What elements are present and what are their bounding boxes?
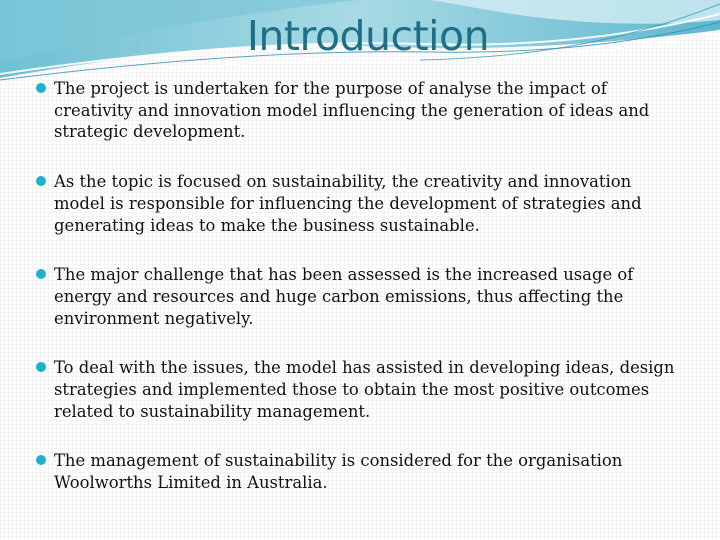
bullet-dot-icon (36, 83, 46, 93)
bullet-dot-icon (36, 455, 46, 465)
bullet-dot-icon (36, 176, 46, 186)
bullet-list (34, 78, 684, 522)
bullet-dot-icon (36, 362, 46, 372)
bullet-text: The major challenge that has been assessed is the increased usage of energy and resources and huge carbon emissions, thus affecting the environment negatively. (54, 265, 634, 328)
bullet-item (34, 264, 684, 329)
bullet-text: To deal with the issues, the model has assisted in developing ideas, design strategies and implemented those to obtain the most positive outcomes related to sustainability management. (54, 358, 675, 421)
bullet-text: The project is undertaken for the purpose of analyse the impact of creativity and innovation model influencing the generation of ideas and strategic development. (54, 79, 650, 142)
bullet-text: The management of sustainability is considered for the organisation Woolworths Limited in Australia. (54, 451, 623, 493)
bullet-item (34, 78, 684, 143)
bullet-item (34, 357, 684, 422)
bullet-item (34, 450, 684, 493)
bullet-text: As the topic is focused on sustainability, the creativity and innovation model is responsible for influencing the development of strategies and generating ideas to make the business sustainable. (54, 172, 642, 235)
bullet-item (34, 171, 684, 236)
slide-title: Introduction (246, 12, 490, 60)
bullet-dot-icon (36, 269, 46, 279)
